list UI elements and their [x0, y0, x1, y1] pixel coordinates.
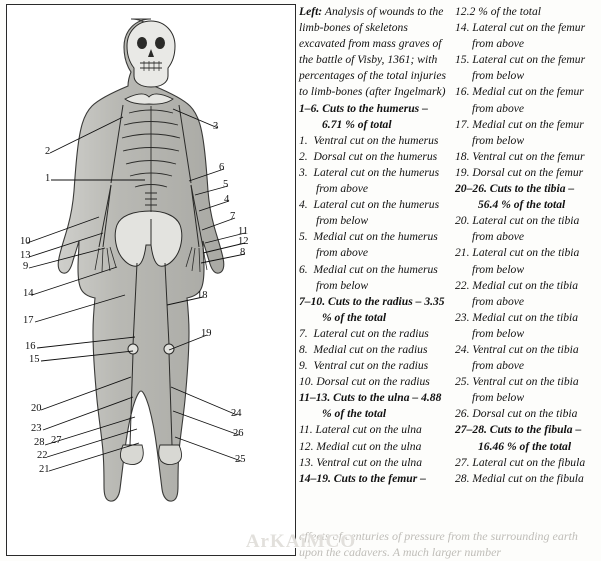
- skeleton-diagram: [7, 5, 295, 555]
- entry-number: 18.: [455, 149, 470, 163]
- entry-text: Dorsal cut on the femur: [472, 165, 584, 179]
- entry-number: 27.: [455, 455, 470, 469]
- figure-label-12: 12: [238, 236, 249, 247]
- figure-label-27: 27: [51, 435, 62, 446]
- entry-number: 17.: [455, 117, 470, 131]
- entry-text: Dorsal cut on the tibia: [472, 407, 578, 421]
- figure-label-16: 16: [25, 341, 36, 352]
- list-item: [455, 471, 597, 487]
- list-item: [455, 213, 597, 245]
- entry-text: Medial cut on the femur from below: [472, 117, 584, 147]
- figure-label-3: 3: [213, 121, 219, 132]
- entry-text: Ventral cut on the ulna: [316, 455, 423, 469]
- entry-text: Lateral cut on the humerus from above: [313, 165, 440, 196]
- entry-number: 13.: [299, 455, 314, 469]
- entry-number: 22.: [455, 278, 470, 292]
- list-item: [299, 471, 449, 487]
- list-item: [455, 181, 597, 213]
- entry-text: Ventral cut on the humerus: [313, 133, 439, 147]
- list-item: [299, 165, 449, 197]
- list-item: [299, 229, 449, 261]
- figure-label-14: 14: [23, 288, 34, 299]
- entry-text: Ventral cut on the tibia from above: [472, 342, 579, 373]
- entry-number: 15.: [455, 53, 470, 67]
- figure-label-6: 6: [219, 162, 225, 173]
- entry-number: 7–10.: [299, 294, 326, 308]
- figure-label-5: 5: [223, 179, 229, 190]
- entry-number: 12.: [299, 439, 314, 453]
- figure-label-13: 13: [20, 250, 31, 261]
- entry-number: 7.: [299, 326, 308, 340]
- figure-label-18: 18: [197, 290, 208, 301]
- figure-label-21: 21: [39, 464, 50, 475]
- caption-column-left: [299, 4, 449, 487]
- list-item: [299, 455, 449, 471]
- entry-text: Ventral cut on the radius: [313, 359, 429, 373]
- figure-label-22: 22: [37, 450, 48, 461]
- figure-label-15: 15: [29, 354, 40, 365]
- list-item: [455, 374, 597, 406]
- entry-number: 9.: [299, 359, 308, 373]
- list-item: [455, 117, 597, 149]
- list-item: [455, 245, 597, 277]
- entry-text: Medial cut on the fibula: [472, 471, 584, 485]
- entry-number: 5.: [299, 230, 308, 244]
- entry-text: Medial cut on the tibia from below: [472, 310, 579, 340]
- anatomical-figure-panel: [6, 4, 296, 556]
- figure-label-2: 2: [45, 146, 51, 157]
- entry-text: Medial cut on the humerus from below: [313, 262, 438, 292]
- entry-number: 4.: [299, 198, 308, 212]
- figure-label-9: 9: [23, 261, 29, 272]
- entry-text: Dorsal cut on the radius: [316, 375, 430, 389]
- list-item: [455, 406, 597, 422]
- entry-number: 24.: [455, 342, 470, 356]
- list-item: [299, 326, 449, 342]
- entry-text: Lateral cut on the radius: [313, 326, 429, 340]
- entry-text: Lateral cut on the femur from above: [472, 21, 586, 51]
- list-item: [299, 197, 449, 229]
- entry-number: 23.: [455, 310, 470, 324]
- figure-label-4: 4: [224, 194, 230, 205]
- entry-number: 25.: [455, 375, 470, 389]
- list-item: [455, 84, 597, 116]
- entry-text: Lateral cut on the tibia from above: [472, 214, 580, 244]
- list-item: [455, 20, 597, 52]
- list-item: [299, 374, 449, 390]
- figure-label-8: 8: [240, 247, 246, 258]
- entry-text: Cuts to the femur –: [330, 471, 426, 485]
- entry-number: 8.: [299, 342, 308, 356]
- entry-number: 28.: [455, 471, 470, 485]
- entry-number: 14–19.: [299, 471, 331, 485]
- figure-label-11: 11: [238, 226, 249, 237]
- entry-number: 26.: [455, 407, 470, 421]
- list-item: [299, 390, 449, 422]
- entry-text: Lateral cut on the femur from below: [472, 53, 586, 83]
- entry-text: Cuts to the humerus – 6.71 % of total: [319, 101, 428, 131]
- list-item: [455, 4, 597, 20]
- feet: [120, 445, 181, 465]
- caption-lead-label: Left:: [299, 5, 323, 18]
- caption-lead-text: Analysis of wounds to the limb-bones of skeletons excavated from mass graves of the battle of Visby, 1361; with percentages of the total injuries to limb-bones (after Ingelmark): [299, 5, 447, 99]
- skull: [127, 21, 175, 87]
- figure-label-25: 25: [235, 454, 246, 465]
- entry-number: 1.: [299, 133, 308, 147]
- list-item: [299, 439, 449, 455]
- entry-number: 27–28.: [455, 423, 487, 437]
- list-item: [299, 342, 449, 358]
- list-item: [455, 52, 597, 84]
- entry-number: 20.: [455, 214, 470, 228]
- entry-text: Cuts to the radius – 3.35 % of the total: [322, 294, 445, 324]
- entry-text: Medial cut on the humerus from above: [313, 230, 438, 260]
- figure-label-23: 23: [31, 423, 42, 434]
- figure-label-28: 28: [34, 437, 45, 448]
- list-item: [299, 101, 449, 133]
- entry-text: Cuts to the ulna – 4.88 % of the total: [322, 391, 442, 421]
- list-item: [299, 358, 449, 374]
- figure-label-17: 17: [23, 315, 34, 326]
- figure-label-24: 24: [231, 408, 242, 419]
- entry-number: 1–6.: [299, 101, 320, 115]
- figure-label-26: 26: [233, 428, 244, 439]
- list-item: [455, 310, 597, 342]
- list-item: [455, 278, 597, 310]
- list-item: [455, 422, 597, 454]
- entry-number: 10.: [299, 375, 314, 389]
- entry-number: 19.: [455, 165, 470, 179]
- list-item: [455, 455, 597, 471]
- figure-label-7: 7: [230, 211, 236, 222]
- list-item: [299, 262, 449, 294]
- entry-text: Medial cut on the ulna: [316, 439, 422, 453]
- list-item: [299, 149, 449, 165]
- entry-number: 11.: [299, 423, 313, 437]
- entry-number: 14.: [455, 21, 470, 35]
- entry-text: Ventral cut on the femur: [472, 149, 585, 163]
- entry-number: 21.: [455, 246, 470, 260]
- figure-label-1: 1: [45, 173, 51, 184]
- entry-text: Lateral cut on the ulna: [315, 423, 422, 437]
- entry-text: Ventral cut on the tibia from below: [472, 375, 579, 405]
- watermark: ArKAiMCO: [245, 531, 357, 552]
- caption-intro: [299, 4, 449, 101]
- entry-text: Medial cut on the radius: [313, 342, 428, 356]
- show-through-body-text: effects of centuries of pressure from the surrounding earth upon the cadavers. A much larger number: [299, 529, 578, 559]
- entry-text: Lateral cut on the fibula: [472, 455, 586, 469]
- entry-number: 11–13.: [299, 391, 331, 405]
- entry-number: 6.: [299, 262, 308, 276]
- entry-text: Medial cut on the tibia from above: [472, 278, 579, 308]
- entry-number: 2.: [299, 149, 308, 163]
- list-item: [455, 342, 597, 374]
- figure-label-20: 20: [31, 403, 42, 414]
- entry-number: 20–26.: [455, 182, 487, 196]
- entry-text: 12.2 % of the total: [455, 5, 541, 18]
- entry-text: Medial cut on the femur from above: [472, 85, 584, 115]
- list-item: [299, 294, 449, 326]
- entry-number: 3.: [299, 165, 308, 179]
- entry-text: Cuts to the tibia – 56.4 % of the total: [478, 182, 575, 212]
- list-item: [455, 165, 597, 181]
- entry-text: Cuts to the fibula – 16.46 % of the total: [478, 423, 582, 453]
- figure-label-10: 10: [20, 236, 31, 247]
- entry-text: Lateral cut on the tibia from below: [472, 246, 580, 276]
- entry-number: 16.: [455, 85, 470, 99]
- list-item: [299, 133, 449, 149]
- entry-text: Dorsal cut on the humerus: [313, 149, 438, 163]
- list-item: [299, 422, 449, 438]
- list-item: [455, 149, 597, 165]
- figure-label-19: 19: [201, 328, 212, 339]
- caption-column-right: [455, 4, 597, 487]
- entry-text: Lateral cut on the humerus from below: [313, 198, 440, 228]
